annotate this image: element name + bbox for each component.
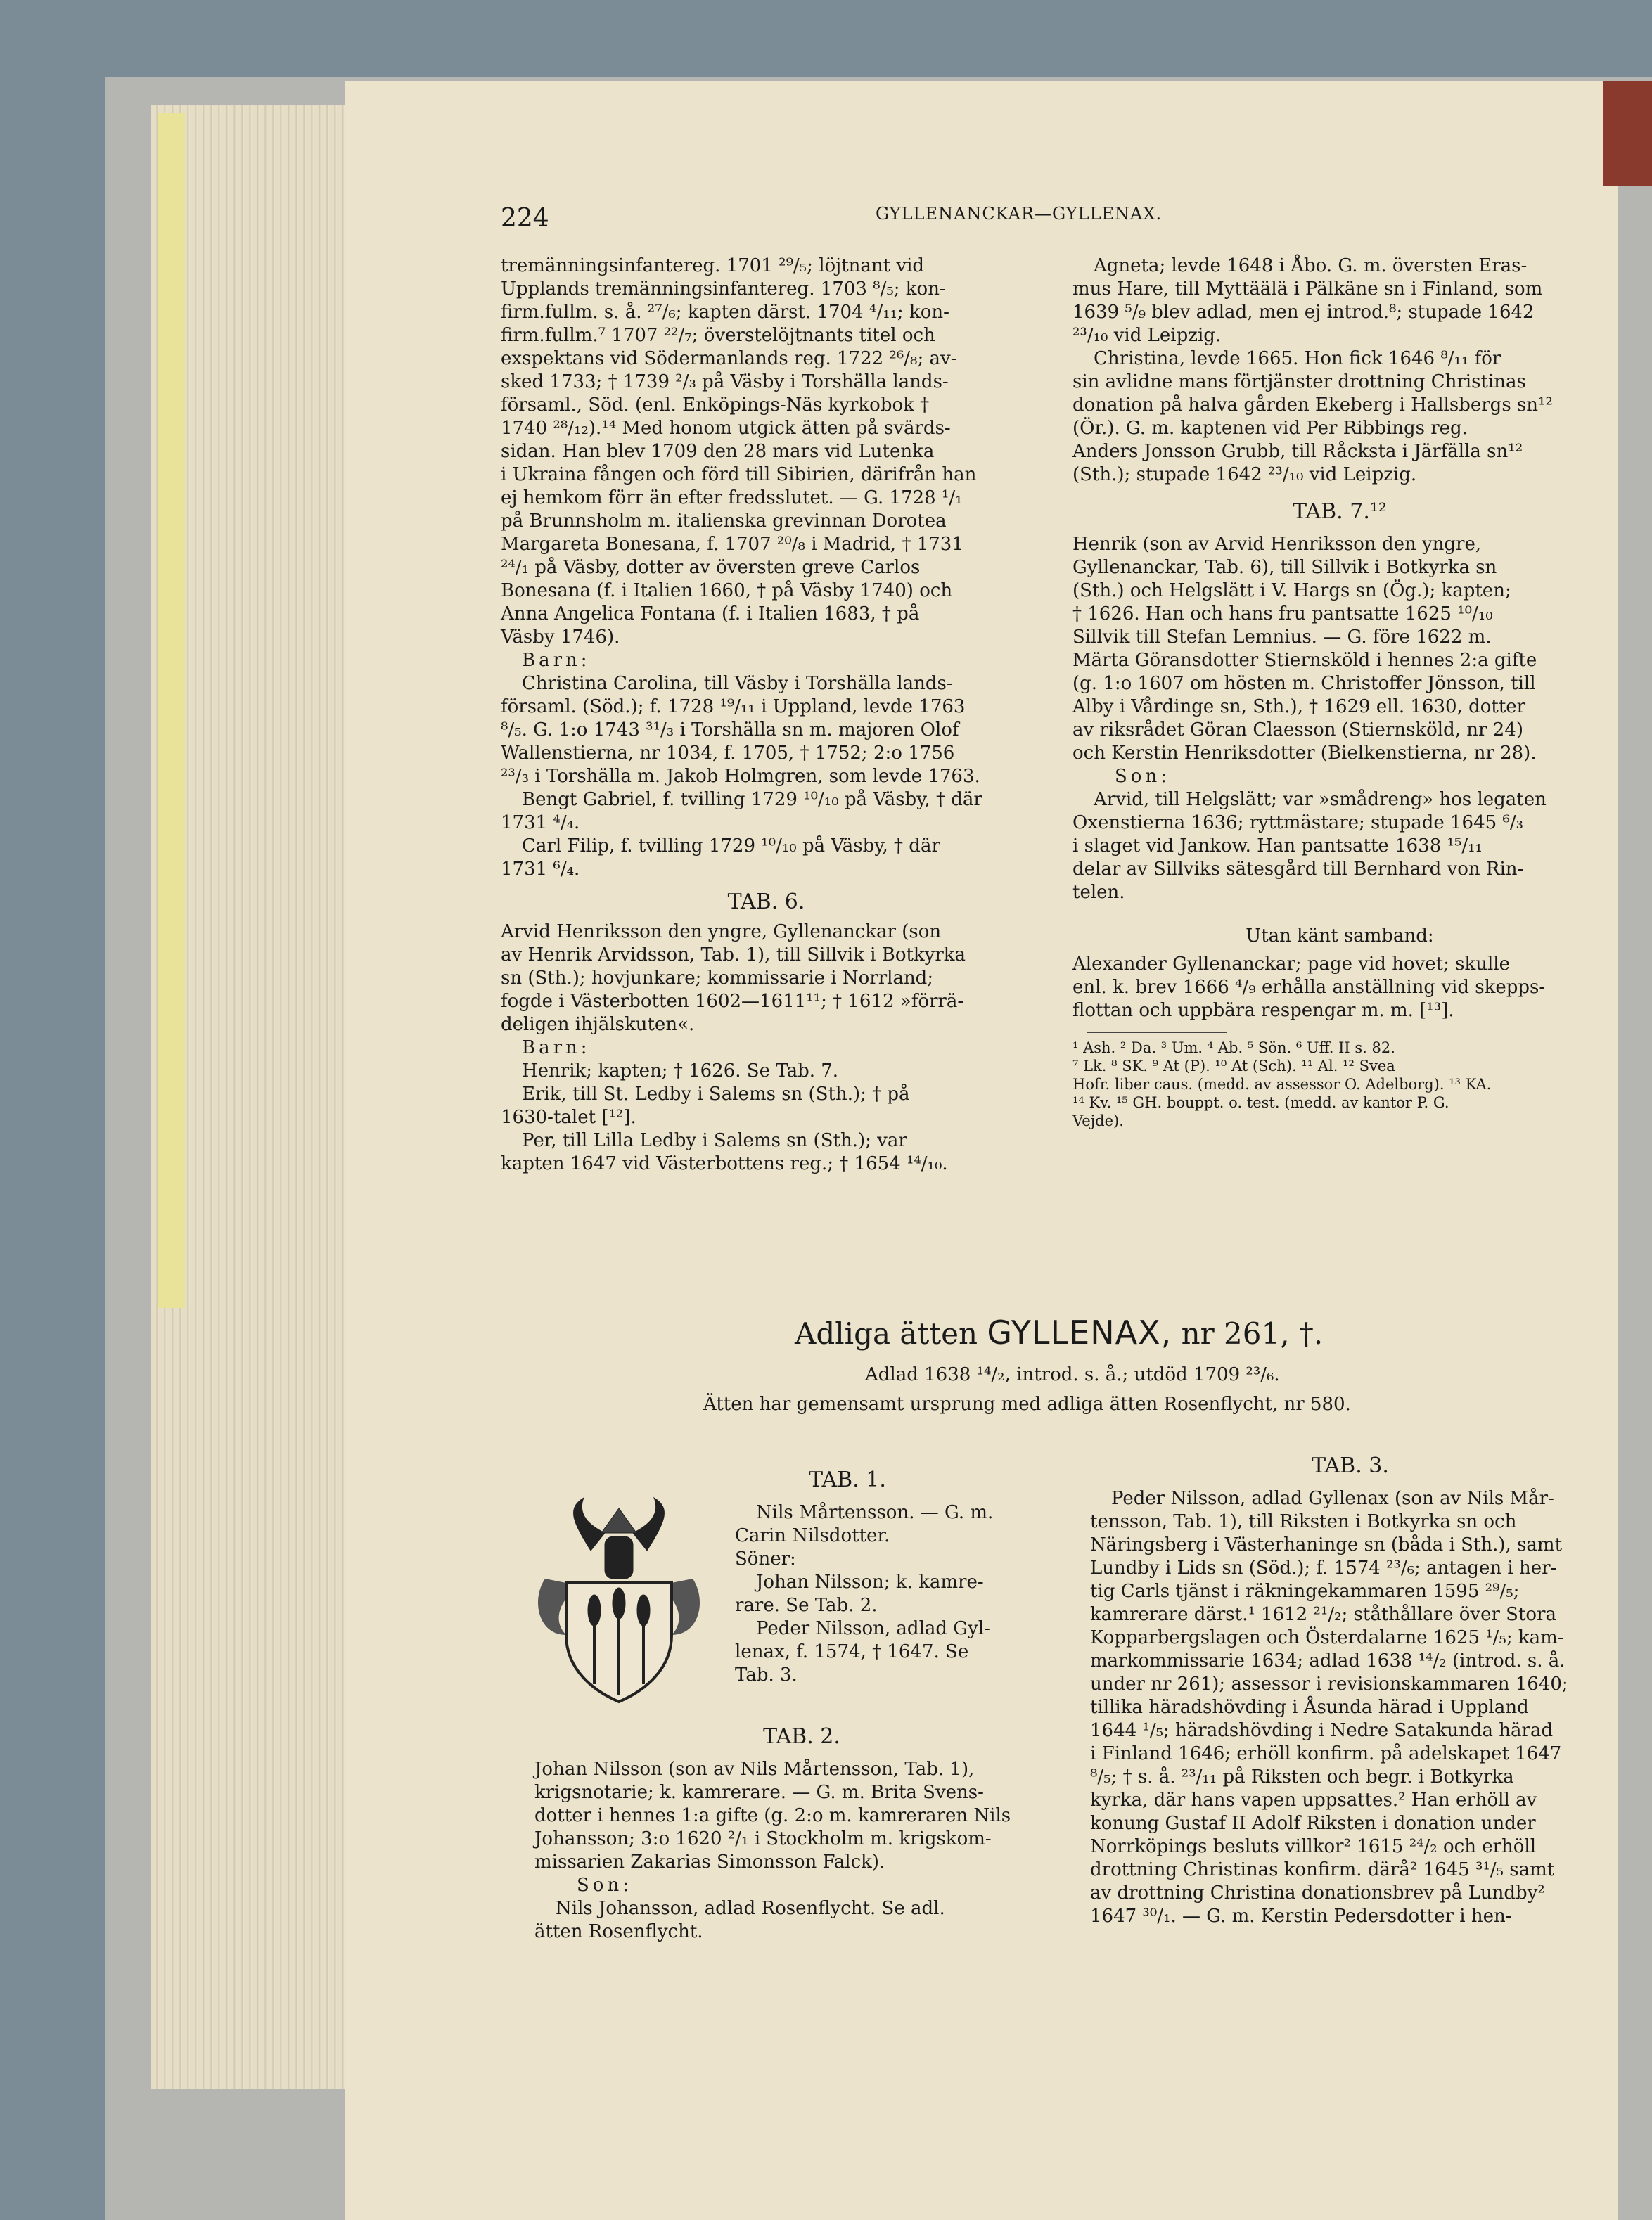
text-line: sin avlidne mans förtjänster drottning Christinas xyxy=(1072,371,1526,392)
text-line: Peder Nilsson, adlad Gyl- xyxy=(756,1618,990,1639)
text-line: ²⁴/₁ på Väsby, dotter av översten greve Carlos xyxy=(501,557,921,578)
text-line: (Ör.). G. m. kaptenen vid Per Ribbings reg. xyxy=(1072,418,1468,439)
text-line: Henrik; kapten; † 1626. Se Tab. 7. xyxy=(522,1060,839,1082)
text-line: Henrik (son av Arvid Henriksson den yngre, xyxy=(1072,534,1482,555)
section-subtitle: Adlad 1638 ¹⁴/₂, introd. s. å.; utdöd 1709 ²³/₆. xyxy=(865,1364,1280,1385)
text-line: i Ukraina fången och förd till Sibirien, därifrån han xyxy=(501,464,977,485)
footnote-rule xyxy=(1087,1032,1227,1033)
text-line: Alexander Gyllenanckar; page vid hovet; skulle xyxy=(1072,954,1511,975)
text-line: tensson, Tab. 1), till Riksten i Botkyrka sn och xyxy=(1090,1511,1517,1532)
text-line: rare. Se Tab. 2. xyxy=(735,1595,878,1616)
text-line: 1731 ⁴/₄. xyxy=(501,812,580,833)
text-line: (Sth.); stupade 1642 ²³/₁₀ vid Leipzig. xyxy=(1072,464,1417,485)
text-line: fogde i Västerbotten 1602—1611¹¹; † 1612 »förrä- xyxy=(501,991,964,1012)
text-line: Anna Angelica Fontana (f. i Italien 1683, † på xyxy=(501,603,920,624)
text-line: 1731 ⁶/₄. xyxy=(501,859,580,880)
barn-heading: Barn: xyxy=(522,650,591,671)
text-line: av Henrik Arvidsson, Tab. 1), till Sillvik i Botkyrka xyxy=(501,944,966,965)
text-line: Bengt Gabriel, f. tvilling 1729 ¹⁰/₁₀ på Väsby, † där xyxy=(522,789,982,810)
red-edge xyxy=(1603,81,1652,186)
footnotes xyxy=(1072,1039,1607,1130)
text-line: Hofr. liber caus. (medd. av assessor O. Adelborg). ¹³ KA. xyxy=(1072,1076,1492,1093)
text-line: missarien Zakarias Simonsson Falck). xyxy=(534,1852,885,1873)
text-line: (Sth.) och Helgslätt i V. Hargs sn (Ög.); kapten; xyxy=(1072,580,1511,601)
text-line: ²³/₃ i Torshälla m. Jakob Holmgren, som levde 1763. xyxy=(501,766,980,787)
text-line: drottning Christinas konfirm. därå² 1645 ³¹/₅ samt xyxy=(1090,1859,1555,1880)
tab-6-entry xyxy=(501,920,1032,1037)
tab-3-heading: TAB. 3. xyxy=(1312,1454,1389,1478)
text-line: kyrka, där hans vapen uppsattes.² Han erhöll av xyxy=(1090,1790,1537,1811)
text-line: Märta Göransdotter Stiernsköld i hennes 2:a gifte xyxy=(1072,650,1537,671)
text-line: markommissarie 1634; adlad 1638 ¹⁴/₂ (introd. s. å. xyxy=(1090,1650,1565,1672)
text-line: ätten Rosenflycht. xyxy=(534,1921,703,1942)
text-line: Kopparbergslagen och Österdalarne 1625 ¹/₅; kam- xyxy=(1090,1627,1564,1648)
text-line: tig Carls tjänst i räkningekammaren 1595 ²⁹/₅; xyxy=(1090,1581,1520,1602)
top-right-column xyxy=(1072,255,1607,1130)
text-line: Johan Nilsson (son av Nils Mårtensson, Tab. 1), xyxy=(534,1759,975,1780)
yellow-tab xyxy=(158,113,185,1308)
text-line: konung Gustaf II Adolf Riksten i donation under xyxy=(1090,1813,1536,1834)
text-line: Alby i Vårdinge sn, Sth.), † 1629 ell. 1630, dotter xyxy=(1072,696,1526,717)
text-line: av riksrådet Göran Claesson (Stiernsköld, nr 24) xyxy=(1072,719,1523,740)
text-line: firm.fullm.⁷ 1707 ²²/₇; överstelöjtnants titel och xyxy=(501,325,935,346)
text-line: Agneta; levde 1648 i Åbo. G. m. översten Eras- xyxy=(1094,255,1528,276)
text-line: Lundby i Lids sn (Söd.); f. 1574 ²³/₆; antagen i her- xyxy=(1090,1558,1557,1579)
text-line: Näringsberg i Västerhaninge sn (båda i Sth.), samt xyxy=(1090,1534,1563,1555)
barn-heading-2: Barn: xyxy=(522,1037,591,1058)
text-line: Arvid, till Helgslätt; var »smådreng» hos legaten xyxy=(1094,789,1547,810)
top-left-column xyxy=(501,255,1032,1176)
tab-7-entry xyxy=(1072,533,1607,765)
text-line: ⁸/₅. G. 1:o 1743 ³¹/₃ i Torshälla sn m. majoren Olof xyxy=(501,719,959,740)
text-line: firm.fullm. s. å. ²⁷/₆; kapten därst. 1704 ⁴/₁₁; kon- xyxy=(501,302,949,323)
text-line: Norrköpings besluts villkor² 1615 ²⁴/₂ och erhöll xyxy=(1090,1836,1537,1857)
text-line: Arvid Henriksson den yngre, Gyllenanckar (son xyxy=(501,921,942,942)
text-line: † 1626. Han och hans fru pantsatte 1625 ¹⁰/₁₀ xyxy=(1072,603,1493,624)
text-line: ⁸/₅; † s. å. ²³/₁₁ på Riksten och begr. i Botkyrka xyxy=(1090,1766,1514,1788)
text-line: Nils Johansson, adlad Rosenflycht. Se adl. xyxy=(556,1898,945,1919)
text-line: lenax, f. 1574, † 1647. Se xyxy=(735,1641,969,1662)
text-line: församl. (Söd.); f. 1728 ¹⁹/₁₁ i Uppland, levde 1763 xyxy=(501,696,966,717)
text-line: Per, till Lilla Ledby i Salems sn (Sth.); var xyxy=(522,1130,907,1151)
text-line: Wallenstierna, nr 1034, f. 1705, † 1752; 2:o 1756 xyxy=(501,743,955,764)
tab-1-heading: TAB. 1. xyxy=(809,1468,886,1492)
text-line: 1647 ³⁰/₁. — G. m. Kerstin Pedersdotter i hen- xyxy=(1090,1906,1512,1927)
tab-1-block xyxy=(735,1459,1044,1687)
text-line: 1630-talet [¹²]. xyxy=(501,1107,636,1128)
text-line: sked 1733; † 1739 ²/₃ på Väsby i Torshälla lands- xyxy=(501,371,949,392)
children-list xyxy=(501,672,1032,881)
unknown-relation-entry xyxy=(1072,953,1607,1022)
text-line: Oxenstierna 1636; ryttmästare; stupade 1645 ⁶/₃ xyxy=(1072,812,1524,833)
text-line: i slaget vid Jankow. Han pantsatte 1638 ¹⁵/₁₁ xyxy=(1072,835,1483,856)
text-line: Anders Jonsson Grubb, till Råcksta i Järfälla sn¹² xyxy=(1072,441,1523,462)
text-line: Gyllenanckar, Tab. 6), till Sillvik i Botkyrka sn xyxy=(1072,557,1497,578)
text-line: kamrerare därst.¹ 1612 ²¹/₂; ståthållare över Stora xyxy=(1090,1604,1556,1625)
text-line: exspektans vid Södermanlands reg. 1722 ²⁶/₈; av- xyxy=(501,348,957,369)
daughters-list xyxy=(1072,255,1607,487)
son-heading: Son: xyxy=(1115,766,1170,787)
text-line: Christina, levde 1665. Hon fick 1646 ⁸/₁₁ för xyxy=(1094,348,1501,369)
tab-6-heading: TAB. 6. xyxy=(727,890,805,914)
coat-of-arms-icon xyxy=(524,1494,714,1705)
text-line: tremänningsinfantereg. 1701 ²⁹/₅; löjtnant vid xyxy=(501,255,925,276)
text-line: Tab. 3. xyxy=(735,1664,798,1686)
text-line: av drottning Christina donationsbrev på Lundby² xyxy=(1090,1882,1545,1904)
text-line: ²³/₁₀ vid Leipzig. xyxy=(1072,325,1222,346)
text-line: 1639 ⁵/₉ blev adlad, men ej introd.⁸; stupade 1642 xyxy=(1072,302,1535,323)
text-line: ¹ Ash. ² Da. ³ Um. ⁴ Ab. ⁵ Sön. ⁶ Uff. II s. 82. xyxy=(1072,1039,1395,1056)
tab-2-heading: TAB. 2. xyxy=(763,1724,840,1749)
text-line: deligen ihjälskuten«. xyxy=(501,1014,695,1035)
text-line: Väsby 1746). xyxy=(501,627,620,648)
text-line: Upplands tremänningsinfantereg. 1703 ⁸/₅; kon- xyxy=(501,278,946,300)
text-line: Bonesana (f. i Italien 1660, † på Väsby 1740) och xyxy=(501,580,953,601)
text-line: Johan Nilsson; k. kamre- xyxy=(756,1572,984,1593)
text-line: ej hemkom förr än efter fredsslutet. — G. 1728 ¹/₁ xyxy=(501,487,963,508)
text-line: Johansson; 3:o 1620 ²/₁ i Stockholm m. krigskom- xyxy=(534,1828,992,1849)
text-line: (g. 1:o 1607 om hösten m. Christoffer Jönsson, till xyxy=(1072,673,1536,694)
tab-3-block xyxy=(1090,1445,1611,1928)
text-line: sidan. Han blev 1709 den 28 mars vid Lutenka xyxy=(501,441,935,462)
text-line: tillika häradshövding i Åsunda härad i Uppland xyxy=(1090,1697,1529,1718)
text-line: flottan och uppbära respengar m. m. [¹³]. xyxy=(1072,1000,1454,1021)
tab-2-entry xyxy=(534,1758,1069,1874)
text-line: ¹⁴ Kv. ¹⁵ GH. bouppt. o. test. (medd. av kantor P. G. xyxy=(1072,1094,1449,1111)
text-line: Peder Nilsson, adlad Gyllenax (son av Nils Mår- xyxy=(1111,1488,1554,1509)
section-title-prefix: Adliga ätten xyxy=(795,1316,978,1351)
tab-7-heading: TAB. 7.¹² xyxy=(1293,499,1387,524)
section-note: Ätten har gemensamt ursprung med adliga ätten Rosenflycht, nr 580. xyxy=(703,1394,1351,1415)
text-line: Margareta Bonesana, f. 1707 ²⁰/₈ i Madrid, † 1731 xyxy=(501,534,963,555)
text-line: och Kerstin Henriksdotter (Bielkenstierna, nr 28). xyxy=(1072,743,1537,764)
text-line: 1740 ²⁸/₁₂).¹⁴ Med honom utgick ätten på svärds- xyxy=(501,418,951,439)
text-line: Vejde). xyxy=(1072,1112,1124,1129)
text-line: på Brunnsholm m. italienska grevinnan Dorotea xyxy=(501,511,947,532)
section-title xyxy=(795,1314,1323,1352)
tab-2-block xyxy=(534,1716,1069,1944)
text-line: telen. xyxy=(1072,882,1125,903)
text-line: donation på halva gården Ekeberg i Hallsbergs sn¹² xyxy=(1072,394,1553,416)
text-line: krigsnotarie; k. kamrerare. — G. m. Brita Svens- xyxy=(534,1782,984,1803)
tab-2-son xyxy=(534,1897,1069,1944)
son-heading-2: Son: xyxy=(577,1875,632,1896)
tab-1-entry xyxy=(735,1501,1044,1687)
utan-heading: Utan känt samband: xyxy=(1246,925,1434,947)
text-line: Söner: xyxy=(735,1548,796,1570)
tab-7-son xyxy=(1072,788,1607,904)
section-title-suffix: nr 261, †. xyxy=(1181,1316,1324,1351)
text-line: ⁷ Lk. ⁸ SK. ⁹ At (P). ¹⁰ At (Sch). ¹¹ Al. ¹² Svea xyxy=(1072,1058,1395,1074)
text-line: delar av Sillviks sätesgård till Bernhard von Rin- xyxy=(1072,859,1524,880)
text-line: Carl Filip, f. tvilling 1729 ¹⁰/₁₀ på Väsby, † där xyxy=(522,835,940,856)
text-line: mus Hare, till Myttäälä i Pälkäne sn i Finland, som xyxy=(1072,278,1543,300)
tab-6-children xyxy=(501,1060,1032,1176)
running-title: GYLLENANCKAR—GYLLENAX. xyxy=(876,204,1163,224)
text-line: Erik, till St. Ledby i Salems sn (Sth.); † på xyxy=(522,1084,910,1105)
text-line: kapten 1647 vid Västerbottens reg.; † 1654 ¹⁴/₁₀. xyxy=(501,1153,948,1174)
text-line: enl. k. brev 1666 ⁴/₉ erhålla anställning vid skepps- xyxy=(1072,977,1546,998)
text-line: 1644 ¹/₅; häradshövding i Nedre Satakunda härad xyxy=(1090,1720,1554,1741)
text-line: dotter i hennes 1:a gifte (g. 2:o m. kamreraren Nils xyxy=(534,1805,1011,1826)
text-line: Christina Carolina, till Väsby i Torshälla lands- xyxy=(522,673,953,694)
text-line: Carin Nilsdotter. xyxy=(735,1525,890,1546)
entry-text xyxy=(501,255,1032,649)
text-line: i Finland 1646; erhöll konfirm. på adelskapet 1647 xyxy=(1090,1743,1562,1764)
text-line: Nils Mårtensson. — G. m. xyxy=(756,1502,994,1523)
text-line: församl., Söd. (enl. Enköpings-Näs kyrkobok † xyxy=(501,394,930,416)
text-line: under nr 261); assessor i revisionskammaren 1640; xyxy=(1090,1674,1568,1695)
text-line: Sillvik till Stefan Lemnius. — G. före 1622 m. xyxy=(1072,627,1492,648)
section-title-name: GYLLENAX, xyxy=(987,1314,1172,1352)
page-number: 224 xyxy=(501,204,549,233)
tab-3-entry xyxy=(1090,1487,1611,1928)
text-line: sn (Sth.); hovjunkare; kommissarie i Norrland; xyxy=(501,968,934,989)
